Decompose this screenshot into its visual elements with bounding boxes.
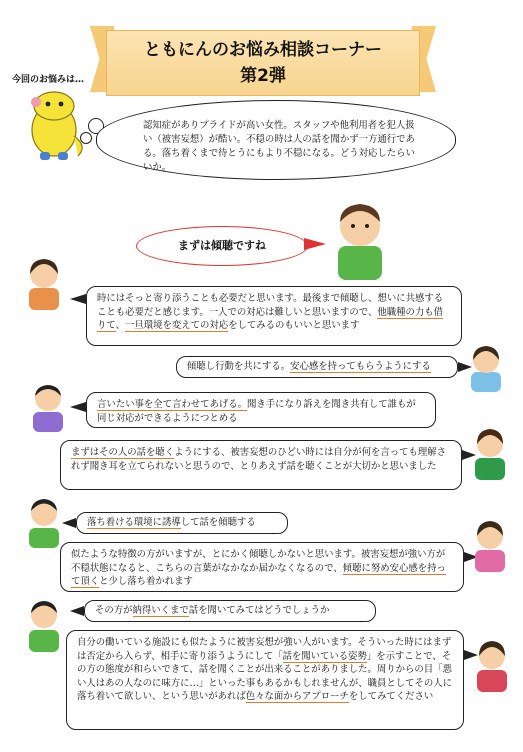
man-avatar: [330, 196, 390, 280]
woman-avatar-3: [472, 636, 512, 692]
comment-bubble-5: [76, 512, 288, 534]
comment-text: 時にはそっと寄り添うことも必要だと思います。最後まで傾聴し、想いに共感することも必要だと感じます。一人での対応は難しいと思いますので、: [97, 293, 444, 318]
comment-bubble-8: [66, 630, 464, 730]
worry-cloud: [96, 100, 456, 180]
comment-text: 話を聞いてみてはどうでしょうか: [188, 605, 330, 616]
comment-highlight: 話を聞いている姿勢: [282, 650, 367, 662]
answer-oval: [136, 226, 308, 266]
bubble-tail: [70, 294, 86, 304]
comment-highlight: 落ち着ける環境に誘導: [87, 517, 181, 528]
bubble-tail: [62, 518, 76, 528]
bubble-tail: [70, 402, 86, 412]
man-avatar-3: [24, 494, 64, 548]
oval-tail: [304, 238, 326, 250]
woman-avatar-2: [470, 516, 510, 572]
comment-text: して話を傾聴する: [180, 517, 256, 528]
comment-highlight: 他職種の力も借りて: [97, 306, 443, 331]
man-avatar-2: [28, 380, 68, 432]
comment-bubble-3: [86, 392, 436, 428]
comment-text: と少し落ち着かれます: [99, 576, 193, 587]
comment-text: をしてみるのもいいと思います: [228, 320, 360, 331]
comment-bubble-1: [86, 286, 462, 346]
answer-title: まずは傾聴ですね: [178, 239, 266, 252]
title-line2: 第2弾: [240, 66, 286, 86]
comment-highlight: まずはその人の話を聴く: [71, 447, 175, 458]
comment-highlight: 安心感を持ってもらうようにする: [290, 361, 431, 372]
comment-text: 傾聴し行動を共にする。: [187, 361, 291, 372]
mascot-illustration: [18, 86, 90, 166]
comment-highlight: 一旦環境を変えての対応: [124, 320, 229, 331]
comment-text: 似たような特徴の方がいますが、とにかく傾聴しかないと思います。被害妄想が強い方が不穏状態になると、こちらの言葉がなかなか届かなくなるので、: [71, 549, 446, 574]
staff-avatar: [470, 424, 510, 480]
comment-text: 、: [115, 320, 125, 331]
bubble-tail: [70, 606, 84, 616]
worry-text: 認知症がありプライドが高い女性。スタッフや他利用者を犯人扱い（被害妄想）が酷い。不穏の時は人の話を聞かず一方通行である。落ち着くまで待とうにもより不穏になる。どう対応したらいいか。: [143, 120, 415, 173]
comment-bubble-2: [176, 356, 458, 378]
woman-avatar: [24, 254, 64, 310]
comment-bubble-4: [60, 440, 462, 490]
comment-text: をしてみてください: [348, 691, 434, 702]
man-avatar-4: [24, 596, 64, 652]
comment-highlight: 傾聴に努め安心感を持って頂く: [71, 562, 446, 587]
nurse-avatar: [466, 342, 506, 392]
thought-dot: [80, 132, 92, 144]
comment-text: その方が: [95, 605, 133, 616]
page-title: [106, 30, 420, 96]
intro-label: 今回のお悩みは…: [12, 75, 85, 85]
comment-bubble-7: [84, 600, 376, 622]
comment-text: ようにする、被害妄想のひどい時には自分が何を言っても理解されず聞き耳を立てられないと思うので、とりあえず話を聴くことが大切かと思いました: [71, 447, 447, 472]
comment-highlight: 言いたい事を全て言わせてあげる。: [97, 399, 248, 410]
comment-text: 自分の働いている施設にも似たように被害妄想が強い人がいます。そういった時にはまずは否定から入らず、相手に寄り添うようにして「: [77, 637, 452, 662]
title-line1: ともにんのお悩み相談コーナー: [144, 40, 382, 60]
comment-highlight: 納得いくまで: [132, 605, 189, 616]
comment-text: 」を示すことで、その方の態度が和らいできて、話を聞くことが出来ることがありました。周りからの目「悪い人はあの人なのに味方に…」といった事もあるかもしれませんが、職員としてその人に落ち着いて欲しい、という思いがあれば: [77, 650, 453, 702]
comment-text: 聞き手になり訴えを聞き共有して誰もが同じ対応ができるようにつとめる: [97, 399, 416, 424]
comment-bubble-6: [60, 542, 464, 592]
comment-highlight: 色々な面からアプローチ: [245, 691, 349, 702]
